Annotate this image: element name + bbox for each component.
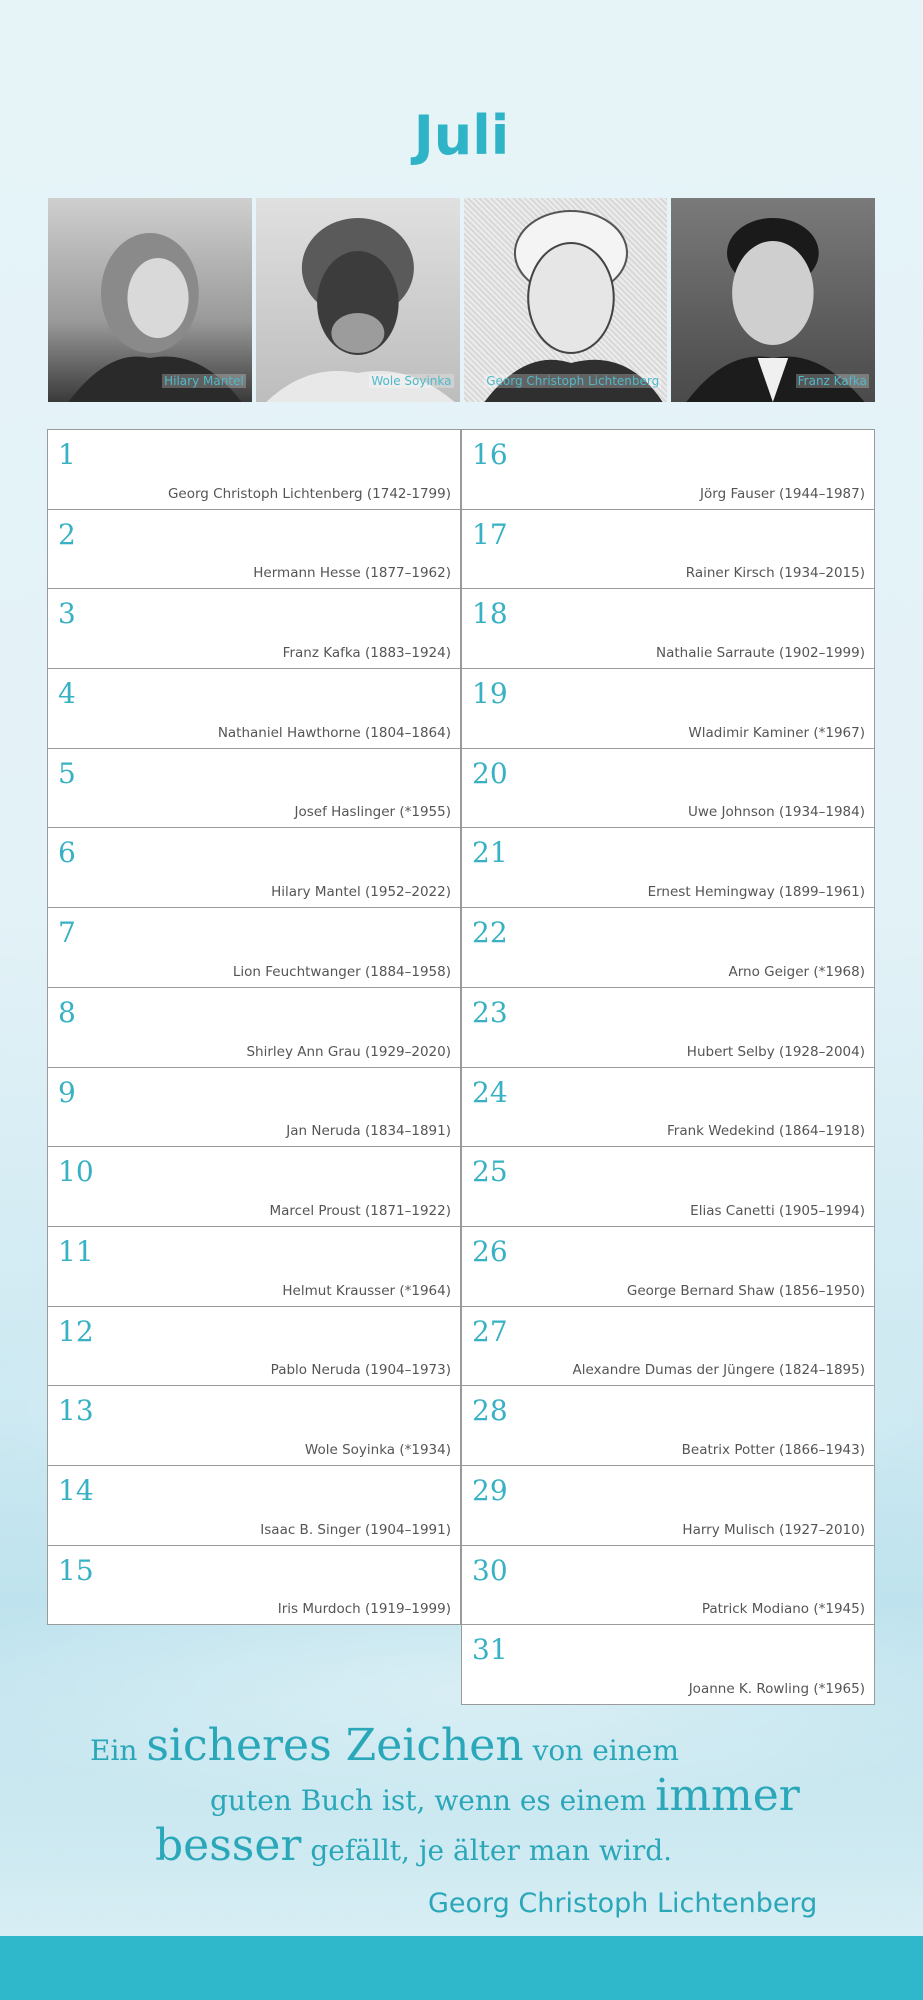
portrait-caption: Franz Kafka	[797, 374, 867, 388]
quote-line	[90, 1720, 679, 1771]
day-cell	[461, 1226, 875, 1307]
day-number: 6	[58, 836, 76, 870]
day-cell	[47, 748, 461, 829]
quote-text: Ein	[90, 1734, 147, 1767]
footer-band	[0, 1936, 923, 2000]
day-cell	[47, 1146, 461, 1227]
day-cell	[47, 588, 461, 669]
portrait-caption: Wole Soyinka	[371, 374, 452, 388]
portrait-silhouette	[256, 198, 460, 402]
quote-emphasis: besser	[155, 1820, 302, 1871]
calendar-column-right	[461, 430, 875, 1705]
day-number: 14	[58, 1473, 94, 1507]
birthday-author: Shirley Ann Grau (1929–2020)	[246, 1043, 451, 1060]
day-cell	[461, 1465, 875, 1546]
day-cell	[47, 1226, 461, 1307]
portrait-strip	[48, 198, 875, 402]
calendar-column-left	[47, 430, 461, 1625]
day-number: 31	[472, 1633, 508, 1667]
day-number: 1	[58, 438, 76, 471]
portrait-silhouette	[464, 198, 668, 402]
day-cell	[461, 987, 875, 1068]
birthday-author: Wole Soyinka (*1934)	[304, 1441, 451, 1458]
quote-text: gefällt, je älter man wird.	[301, 1834, 673, 1867]
day-number: 8	[58, 995, 76, 1029]
day-number: 9	[58, 1075, 76, 1109]
birthday-author: Joanne K. Rowling (*1965)	[688, 1681, 865, 1697]
portrait-caption: Georg Christoph Lichtenberg	[486, 374, 660, 388]
day-number: 23	[472, 995, 508, 1029]
birthday-author: Harry Mulisch (1927–2010)	[682, 1521, 865, 1538]
portrait-photo	[464, 198, 668, 402]
birthday-author: Josef Haslinger (*1955)	[294, 804, 451, 821]
day-cell	[461, 429, 875, 510]
day-number: 13	[58, 1394, 94, 1428]
day-cell	[461, 668, 875, 749]
birthday-author: Rainer Kirsch (1934–2015)	[685, 565, 865, 582]
day-number: 3	[58, 597, 76, 631]
day-cell	[461, 1067, 875, 1148]
day-number: 12	[58, 1314, 94, 1348]
birthday-author: George Bernard Shaw (1856–1950)	[626, 1282, 865, 1299]
day-number: 18	[472, 597, 508, 631]
birthday-author: Patrick Modiano (*1945)	[701, 1601, 865, 1618]
birthday-author: Jan Neruda (1834–1891)	[286, 1123, 451, 1140]
birthday-author: Jörg Fauser (1944–1987)	[700, 485, 865, 502]
portrait-photo	[48, 198, 252, 402]
day-cell	[461, 827, 875, 908]
day-cell	[47, 987, 461, 1068]
birthday-author: Franz Kafka (1883–1924)	[282, 645, 451, 662]
day-number: 5	[58, 756, 76, 790]
day-cell	[47, 509, 461, 590]
day-number: 26	[472, 1234, 508, 1268]
birthday-author: Hubert Selby (1928–2004)	[686, 1043, 865, 1060]
birthday-author: Frank Wedekind (1864–1918)	[667, 1123, 865, 1140]
day-number: 21	[472, 836, 508, 870]
portrait-silhouette	[48, 198, 252, 402]
day-cell	[47, 907, 461, 988]
birthday-author: Beatrix Potter (1866–1943)	[681, 1441, 865, 1458]
quote-text: guten Buch ist, wenn es einem	[210, 1784, 656, 1817]
portrait-photo	[256, 198, 460, 402]
day-cell	[47, 668, 461, 749]
day-cell	[461, 1624, 875, 1705]
quote-author: Georg Christoph Lichtenberg	[428, 1888, 818, 1919]
birthday-author: Wladimir Kaminer (*1967)	[688, 724, 865, 741]
birthday-author: Ernest Hemingway (1899–1961)	[647, 884, 865, 901]
portrait-photo	[671, 198, 875, 402]
quote-line	[155, 1820, 672, 1871]
day-number: 27	[472, 1314, 508, 1348]
quote-line	[210, 1770, 800, 1821]
day-number: 10	[58, 1155, 94, 1189]
birthday-author: Helmut Krausser (*1964)	[282, 1282, 451, 1299]
day-cell	[461, 588, 875, 669]
birthday-author: Nathalie Sarraute (1902–1999)	[655, 645, 865, 662]
birthday-author: Georg Christoph Lichtenberg (1742-1799)	[167, 485, 451, 502]
day-number: 25	[472, 1155, 508, 1189]
day-cell	[461, 748, 875, 829]
quote-emphasis: immer	[655, 1770, 800, 1821]
day-cell	[461, 1146, 875, 1227]
day-number: 17	[472, 517, 508, 551]
day-number: 16	[472, 438, 508, 471]
day-cell	[47, 1067, 461, 1148]
day-number: 11	[58, 1234, 94, 1268]
birthday-author: Alexandre Dumas der Jüngere (1824–1895)	[572, 1362, 865, 1379]
day-cell	[47, 827, 461, 908]
day-number: 29	[472, 1473, 508, 1507]
day-cell	[461, 907, 875, 988]
day-number: 30	[472, 1553, 508, 1587]
day-number: 19	[472, 677, 508, 711]
portrait-silhouette	[671, 198, 875, 402]
birthday-author: Hilary Mantel (1952–2022)	[271, 884, 451, 901]
birthday-author: Iris Murdoch (1919–1999)	[277, 1601, 451, 1618]
day-cell	[461, 509, 875, 590]
day-cell	[47, 1306, 461, 1387]
birthday-author: Nathaniel Hawthorne (1804–1864)	[217, 724, 451, 741]
birthday-author: Arno Geiger (*1968)	[728, 963, 865, 980]
portrait-caption: Hilary Mantel	[164, 374, 244, 388]
day-cell	[461, 1306, 875, 1387]
day-cell	[47, 1545, 461, 1626]
birthday-author: Marcel Proust (1871–1922)	[269, 1202, 451, 1219]
day-number: 28	[472, 1394, 508, 1428]
birthday-author: Hermann Hesse (1877–1962)	[253, 565, 451, 582]
day-number: 4	[58, 677, 76, 711]
birthday-author: Pablo Neruda (1904–1973)	[270, 1362, 451, 1379]
day-cell	[461, 1385, 875, 1466]
birthday-author: Isaac B. Singer (1904–1991)	[260, 1521, 451, 1538]
month-title: Juli	[413, 104, 510, 167]
quote-emphasis: sicheres Zeichen	[146, 1720, 524, 1771]
quote-text: von einem	[523, 1734, 679, 1767]
day-cell	[47, 1465, 461, 1546]
birthday-author: Elias Canetti (1905–1994)	[690, 1202, 865, 1219]
birthday-author: Uwe Johnson (1934–1984)	[687, 804, 865, 821]
day-number: 2	[58, 517, 76, 551]
day-number: 7	[58, 916, 76, 950]
day-number: 24	[472, 1075, 508, 1109]
day-number: 15	[58, 1553, 94, 1587]
day-cell	[461, 1545, 875, 1626]
birthday-author: Lion Feuchtwanger (1884–1958)	[232, 963, 451, 980]
day-cell	[47, 1385, 461, 1466]
day-cell	[47, 429, 461, 510]
day-number: 22	[472, 916, 508, 950]
day-number: 20	[472, 756, 508, 790]
